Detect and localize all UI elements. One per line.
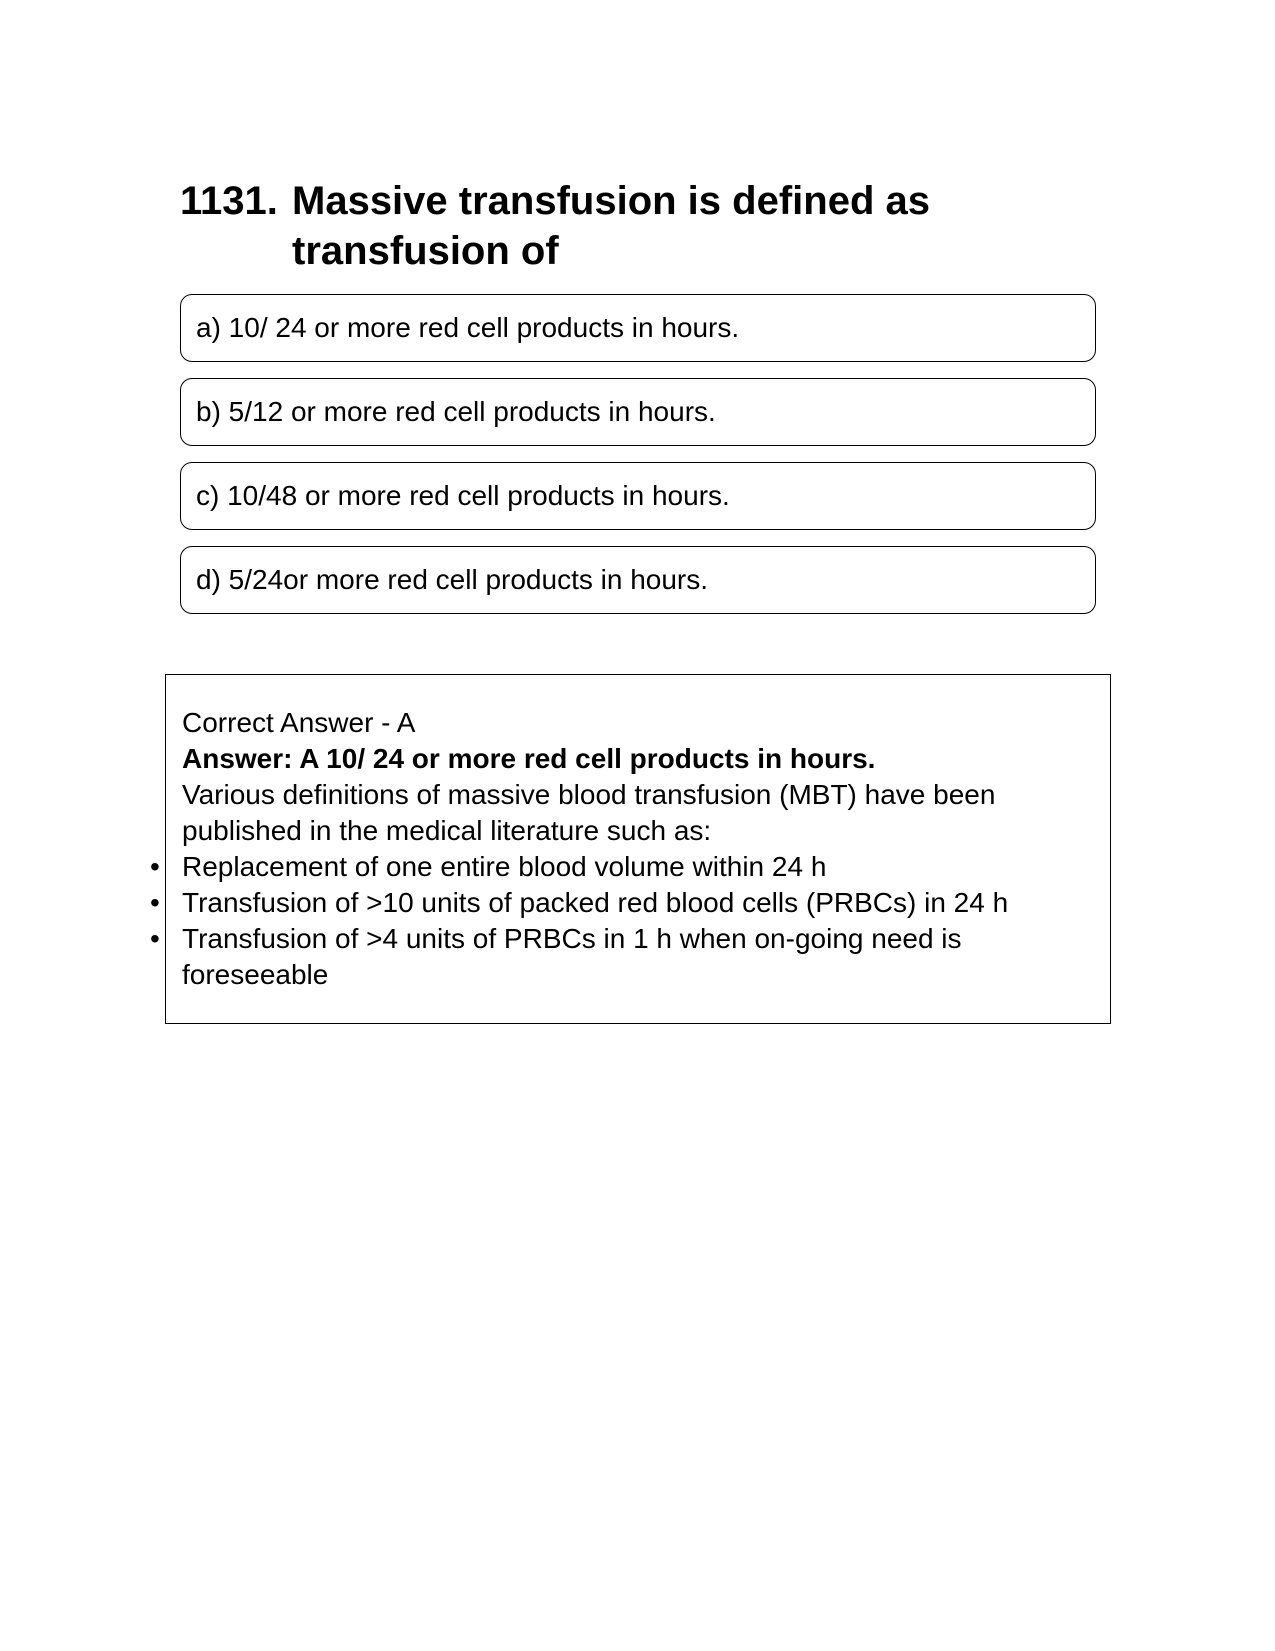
correct-answer-line: Correct Answer - A [182, 707, 416, 738]
option-d[interactable]: d) 5/24or more red cell products in hours. [180, 546, 1096, 614]
answer-options [180, 294, 1096, 630]
definition-list [182, 849, 1087, 993]
option-a[interactable]: a) 10/ 24 or more red cell products in hours. [180, 294, 1096, 362]
list-item: • Transfusion of >10 units of packed red blood cells (PRBCs) in 24 h [182, 885, 1087, 921]
answer-headline: Answer: A 10/ 24 or more red cell products in hours. [182, 743, 876, 774]
list-item: • Replacement of one entire blood volume within 24 h [182, 849, 1087, 885]
option-b[interactable]: b) 5/12 or more red cell products in hours. [180, 378, 1096, 446]
answer-explanation-box [165, 674, 1111, 1024]
answer-content [182, 705, 1087, 993]
explanation-intro: Various definitions of massive blood transfusion (MBT) have been published in the medical literature such as: [182, 779, 996, 846]
question-number: 1131. [180, 179, 278, 223]
list-item: • Transfusion of >4 units of PRBCs in 1 h when on-going need is foreseeable [182, 921, 1087, 993]
option-c[interactable]: c) 10/48 or more red cell products in hours. [180, 462, 1096, 530]
question-text: Massive transfusion is defined as transfusion of [292, 179, 930, 273]
question-heading [180, 176, 1080, 276]
